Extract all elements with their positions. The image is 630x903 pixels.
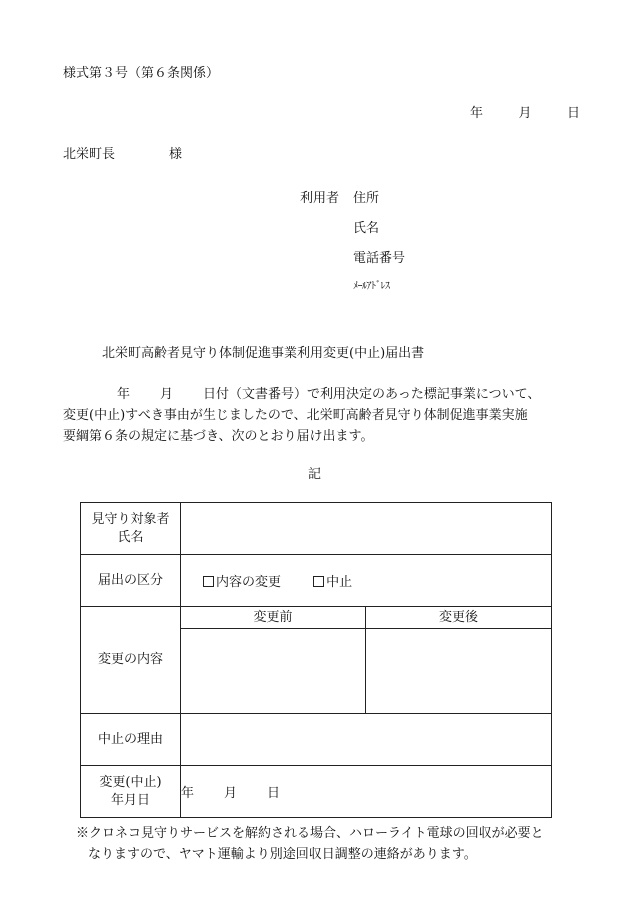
table-row xyxy=(81,555,552,607)
addressee xyxy=(63,147,182,163)
submission-date xyxy=(470,106,580,122)
checkbox-icon xyxy=(203,576,214,587)
stop-reason-label: 中止の理由 xyxy=(81,714,181,766)
change-date-field[interactable] xyxy=(181,766,552,818)
date-year-label: 年 xyxy=(470,106,484,121)
footnote-line-2: なりますので、ヤマト運輸より別途回収日調整の連絡があります。 xyxy=(88,847,477,862)
notification-table xyxy=(80,502,552,818)
change-date-label-line1: 変更(中止) xyxy=(99,774,162,790)
option-stop-checkbox[interactable] xyxy=(313,571,352,590)
body-line-3: 要綱第６条の規定に基づき、次のとおり届け出ます。 xyxy=(63,429,374,444)
applicant-address-field[interactable]: 住所 xyxy=(353,191,380,206)
after-content-field[interactable] xyxy=(366,629,551,713)
after-header: 変更後 xyxy=(366,607,551,629)
change-date-year: 年 xyxy=(181,786,195,801)
option-stop-label: 中止 xyxy=(326,575,353,590)
body-line-1 xyxy=(63,384,563,405)
table-row xyxy=(81,607,552,714)
notification-type-cell xyxy=(181,555,552,607)
stop-reason-field[interactable] xyxy=(181,714,552,766)
change-content-label: 変更の内容 xyxy=(81,607,181,714)
ki-heading: 記 xyxy=(308,467,322,482)
body-year: 年 xyxy=(117,387,131,402)
applicant-email-field[interactable]: ﾒｰﾙｱﾄﾞﾚｽ xyxy=(353,281,390,292)
body-paragraph xyxy=(63,384,563,447)
body-month: 月 xyxy=(160,387,174,402)
form-number: 様式第３号（第６条関係） xyxy=(63,66,220,81)
notification-type-label: 届出の区分 xyxy=(81,555,181,607)
addressee-honorific: 様 xyxy=(169,147,183,162)
date-month-label: 月 xyxy=(518,106,532,121)
body-line-1-rest: 日付（文書番号）で利用決定のあった標記事業について、 xyxy=(203,387,541,402)
change-date-month: 月 xyxy=(224,786,238,801)
table-row xyxy=(81,766,552,818)
addressee-name: 北栄町長 xyxy=(63,147,116,162)
target-person-label-line2: 氏名 xyxy=(117,529,144,545)
target-person-label-line1: 見守り対象者 xyxy=(91,511,170,527)
footnote xyxy=(76,823,556,865)
body-line-2: 変更(中止)すべき事由が生じましたので、北栄町高齢者見守り体制促進事業実施 xyxy=(63,408,528,423)
target-person-name-field[interactable] xyxy=(181,503,552,555)
footnote-line-1: ※クロネコ見守りサービスを解約される場合、ハローライト電球の回収が必要と xyxy=(76,826,544,841)
before-header: 変更前 xyxy=(181,607,366,629)
option-change-label: 内容の変更 xyxy=(216,575,282,590)
option-change-checkbox[interactable] xyxy=(203,571,281,590)
target-person-label xyxy=(81,503,181,555)
change-date-label-line2: 年月日 xyxy=(110,792,150,808)
checkbox-icon xyxy=(313,576,324,587)
applicant-name-field[interactable]: 氏名 xyxy=(353,221,380,236)
change-date-label xyxy=(81,766,181,818)
table-row xyxy=(81,503,552,555)
date-day-label: 日 xyxy=(566,106,580,121)
applicant-phone-field[interactable]: 電話番号 xyxy=(353,251,406,266)
table-row xyxy=(81,714,552,766)
document-title: 北栄町高齢者見守り体制促進事業利用変更(中止)届出書 xyxy=(102,346,425,361)
applicant-role-label: 利用者 xyxy=(300,191,340,206)
before-content-field[interactable] xyxy=(181,629,366,713)
change-date-day: 日 xyxy=(267,786,281,801)
change-content-cell xyxy=(181,607,552,714)
